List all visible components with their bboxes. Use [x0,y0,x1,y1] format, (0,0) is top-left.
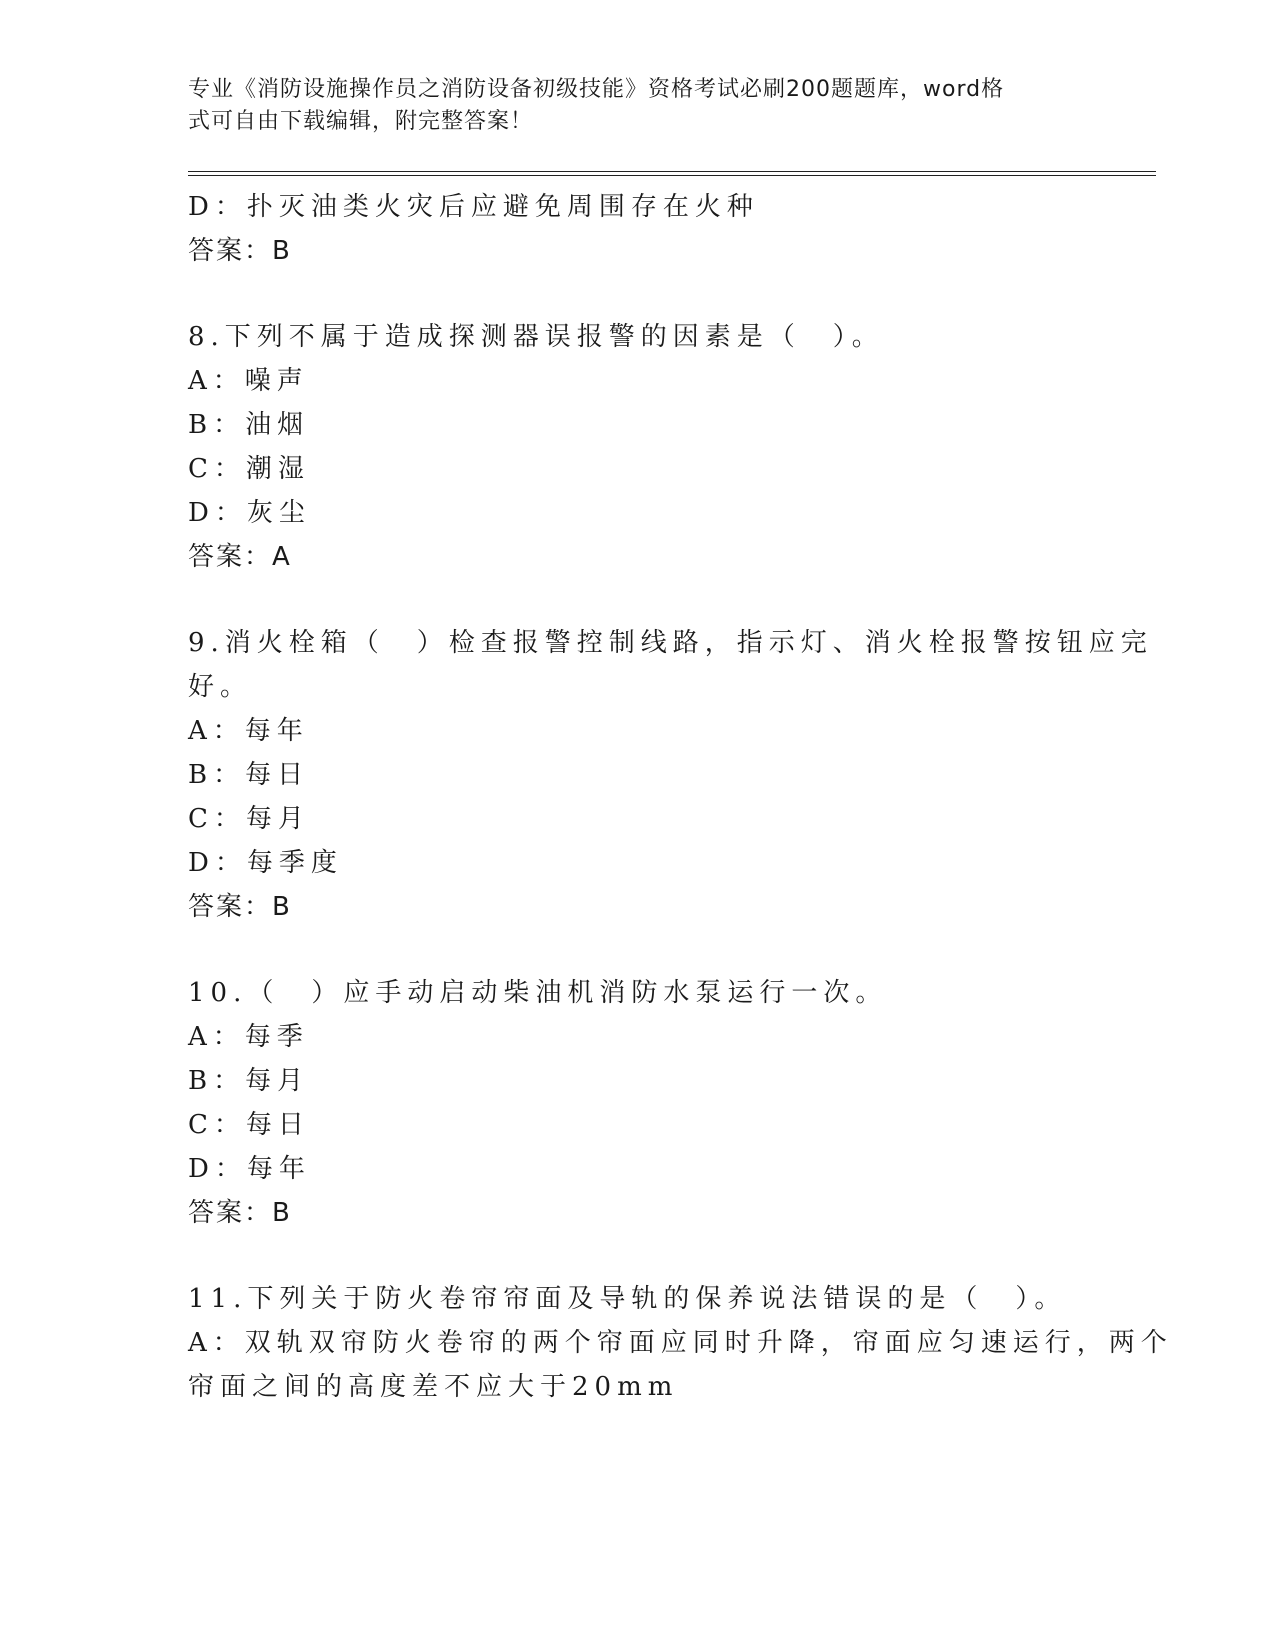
question-10-option-a: A：每季 [188,1022,309,1052]
question-11-option-a-line-2: 帘面之间的高度差不应大于20mm [188,1372,679,1402]
question-9-option-a: A：每年 [188,716,309,746]
question-9-option-b: B：每日 [188,760,310,790]
question-8-stem: 8.下列不属于造成探测器误报警的因素是（ ）。 [188,322,884,352]
question-8-answer: 答案：A [188,542,292,572]
header-line-1: 专业《消防设施操作员之消防设备初级技能》资格考试必刷200题题库，word格 [188,77,1005,102]
question-9-answer: 答案：B [188,892,292,922]
header-line-2: 式可自由下载编辑，附完整答案！ [188,109,534,134]
question-10-option-d: D：每年 [188,1154,311,1184]
question-8-option-a: A：噪声 [188,366,309,396]
question-8-option-b: B：油烟 [188,410,310,440]
prev-answer: 答案：B [188,236,292,266]
question-9-option-d: D：每季度 [188,848,343,878]
question-10-option-c: C：每日 [188,1110,310,1140]
question-10-answer: 答案：B [188,1198,292,1228]
question-11-option-a-line-1: A：双轨双帘防火卷帘的两个帘面应同时升降，帘面应匀速运行，两个 [188,1328,1173,1358]
question-9-stem-line-1: 9.消火栓箱（ ）检查报警控制线路，指示灯、消火栓报警按钮应完 [188,628,1153,658]
question-8-option-c: C：潮湿 [188,454,310,484]
question-10-option-b: B：每月 [188,1066,310,1096]
question-9-stem-line-2: 好。 [188,672,253,702]
question-11-stem: 11.下列关于防火卷帘帘面及导轨的保养说法错误的是（ ）。 [188,1284,1067,1314]
question-9-option-c: C：每月 [188,804,310,834]
header-rule-bottom [188,175,1156,176]
document-header [188,74,1068,138]
question-8-option-d: D：灰尘 [188,498,311,528]
question-10-stem: 10.（ ）应手动启动柴油机消防水泵运行一次。 [188,978,888,1008]
header-rule-top [188,171,1156,172]
prev-option-d: D：扑灭油类火灾后应避免周围存在火种 [188,192,759,222]
